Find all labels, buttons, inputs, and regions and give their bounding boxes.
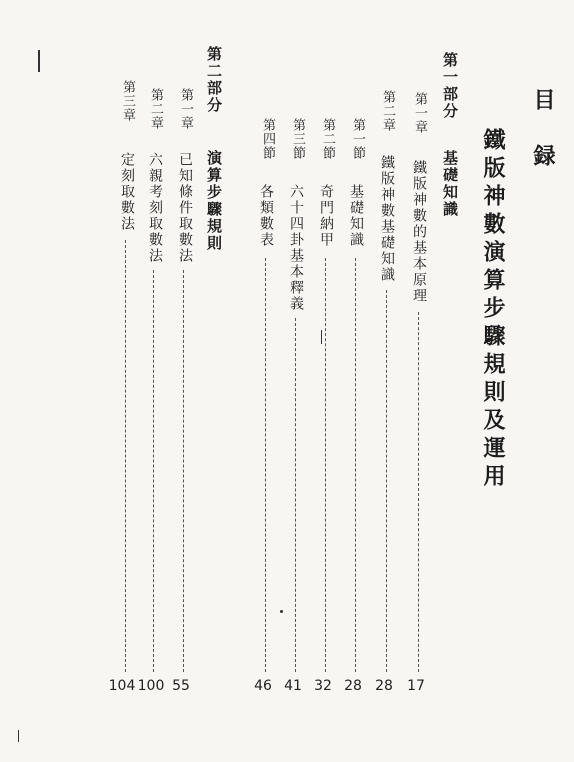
toc-entry-label: 第四節 (260, 118, 275, 160)
toc-page-number: 100 (137, 678, 165, 694)
toc-page-number: 41 (284, 678, 302, 694)
dot-leader (355, 258, 356, 672)
toc-page-number: 104 (108, 678, 136, 694)
toc-entry-title: 已知條件取數法 (177, 152, 193, 264)
toc-entry-title: 定刻取數法 (119, 152, 135, 232)
dot-leader (325, 258, 326, 672)
scan-mark (38, 50, 40, 72)
toc-page-number: 46 (254, 678, 272, 694)
toc-entry-label: 第一章 (412, 92, 427, 134)
toc-page-number: 17 (407, 678, 425, 694)
toc-entry-title: 六十四卦基本釋義 (288, 184, 304, 312)
dot-leader (183, 270, 184, 672)
toc-entry-label: 第三章 (120, 80, 135, 122)
dot-leader (125, 240, 126, 672)
toc-entry-title: 鐵版神數基礎知識 (379, 155, 395, 283)
dot-leader (265, 258, 266, 672)
book-subtitle: 鐵版神數演算步驟規則及運用 (480, 128, 506, 492)
scan-mark (321, 330, 322, 344)
dot-leader (295, 318, 296, 672)
part-1-label: 第一部分 (441, 52, 459, 120)
toc-entry-title: 基礎知識 (348, 184, 364, 248)
toc-entry-label: 第一節 (350, 118, 365, 160)
scan-mark (280, 610, 283, 613)
toc-heading: 目 録 (530, 88, 556, 170)
toc-page-number: 28 (344, 678, 362, 694)
part-2-label: 第二部分 (205, 46, 223, 114)
part-1-title: 基礎知識 (441, 150, 459, 218)
toc-entry-title: 鐵版神數的基本原理 (411, 160, 427, 304)
dot-leader (153, 270, 154, 672)
toc-entry-label: 第二章 (380, 90, 395, 132)
toc-page-number: 32 (314, 678, 332, 694)
toc-entry-label: 第二節 (320, 118, 335, 160)
toc-entry-label: 第二章 (148, 88, 163, 130)
scan-mark (18, 730, 19, 742)
dot-leader (418, 312, 419, 672)
toc-entry-title: 奇門納甲 (318, 184, 334, 248)
toc-entry-label: 第一章 (178, 88, 193, 130)
toc-page-number: 28 (375, 678, 393, 694)
toc-entry-title: 各類數表 (258, 184, 274, 248)
toc-page-number: 55 (172, 678, 190, 694)
dot-leader (386, 290, 387, 672)
toc-entry-title: 六親考刻取數法 (147, 152, 163, 264)
part-2-title: 演算步驟規則 (205, 150, 223, 252)
toc-entry-label: 第三節 (290, 118, 305, 160)
